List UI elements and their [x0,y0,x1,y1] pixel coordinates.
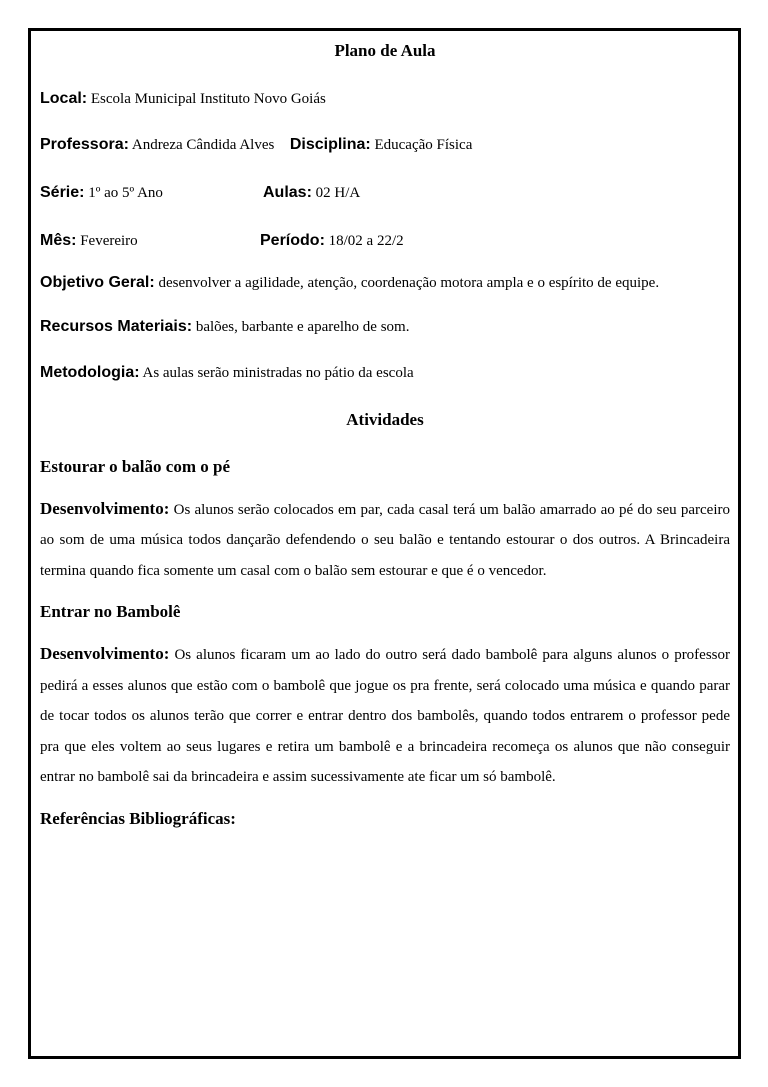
metodologia-row [40,361,730,385]
atividade1-dev-text: Os alunos serão colocados em par, cada casal terá um balão amarrado ao pé do seu parceiro ao som de uma música todos dançarão defendendo o seu balão e tentando estourar o dos outros. A Brincadeira termina quando fica somente um casal com o balão sem estourar e que é o vencedor. [40,501,730,579]
serie-value: 1º ao 5º Ano [88,185,163,201]
serie-row [40,181,730,205]
recursos-row [40,315,730,339]
local-value: Escola Municipal Instituto Novo Goiás [90,91,326,107]
atividades-title: Atividades [346,409,424,429]
periodo-value: 18/02 a 22/2 [328,233,404,249]
aulas-group [263,181,360,205]
objetivo-value: desenvolver a agilidade, atenção, coordenação motora ampla e o espírito de equipe. [158,275,660,291]
page-title: Plano de Aula [334,41,436,60]
mes-row [40,229,730,253]
periodo-label: Período: [260,232,325,249]
serie-label: Série: [40,184,85,201]
professora-value: Andreza Cândida Alves [131,137,275,153]
mes-value: Fevereiro [80,233,138,249]
referencias-title: Referências Bibliográficas: [40,808,236,828]
recursos-label: Recursos Materiais: [40,317,193,335]
objetivo-label: Objetivo Geral: [40,274,155,291]
professora-label: Professora: [40,136,129,153]
aulas-value: 02 H/A [315,185,361,201]
disciplina-value: Educação Física [374,137,473,153]
local-row [40,87,730,111]
atividade1-dev-label: Desenvolvimento: [40,498,170,518]
atividade1-paragraph [40,494,730,587]
objetivo-paragraph [40,268,730,299]
atividade2-dev-text: Os alunos ficaram um ao lado do outro será dado bambolê para alguns alunos o professor pedirá a esses alunos que estão com o bambolê que jogue os pra frente, será colocado uma música e quando parar de tocar todos os alunos terão que correr e entrar dentro dos bambolês, quando todos entrarem o professor pede pra que eles voltem ao seus lugares e retira um bambolê e a brincadeira recomeça os alunos que não conseguir entrar no bambolê sai da brincadeira e assim sucessivamente ate ficar um só bambolê. [40,647,731,785]
atividade2-paragraph [40,639,730,793]
mes-label: Mês: [40,232,77,249]
atividade2-dev-label: Desenvolvimento: [40,644,170,663]
metodologia-value: As aulas serão ministradas no pátio da escola [142,364,414,381]
disciplina-label: Disciplina: [289,136,371,153]
document-content [40,39,730,831]
atividade2-title: Entrar no Bambolê [40,602,181,621]
document-border [28,28,741,1059]
periodo-group [260,229,404,253]
metodologia-label: Metodologia: [40,363,140,381]
aulas-label: Aulas: [263,184,312,201]
recursos-value: balões, barbante e aparelho de som. [195,318,410,335]
professora-row [40,133,730,157]
atividade1-title: Estourar o balão com o pé [40,456,230,476]
local-label: Local: [40,90,88,107]
